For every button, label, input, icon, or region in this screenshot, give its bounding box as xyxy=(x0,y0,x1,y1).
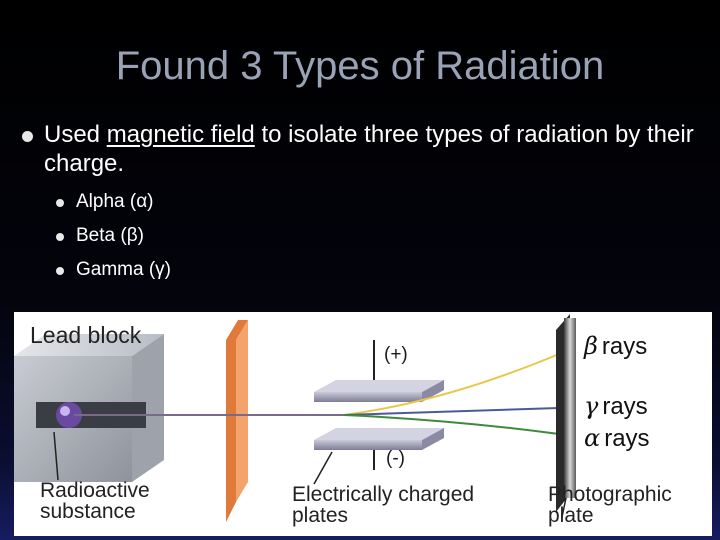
beta-symbol: β xyxy=(584,332,598,360)
slide-title: Found 3 Types of Radiation xyxy=(115,44,605,88)
photo-plate-face xyxy=(564,318,576,498)
alpha-word: rays xyxy=(604,425,650,452)
alpha-symbol: α xyxy=(584,424,601,452)
gamma-symbol: γ xyxy=(584,392,599,420)
radioactive-label-line2: substance xyxy=(40,500,136,523)
positive-plate-top xyxy=(314,380,444,392)
radiation-diagram xyxy=(14,312,712,536)
main-bullet-prefix: Used xyxy=(44,121,107,148)
beta-rays-label xyxy=(584,332,647,361)
radioactive-label-line1: Radioactive xyxy=(40,479,150,502)
photo-plate-label-line2: plate xyxy=(548,504,594,527)
lead-block xyxy=(14,334,164,482)
negative-plate-front xyxy=(314,440,422,450)
positive-plate xyxy=(314,340,444,402)
charged-plates-label xyxy=(292,484,474,526)
source-highlight xyxy=(60,406,70,416)
positive-plate-front xyxy=(314,392,422,402)
charged-plates-label-line1: Electrically charged xyxy=(292,483,475,506)
plates-pointer xyxy=(314,452,332,484)
alpha-rays-label xyxy=(584,424,650,453)
lead-shield-face xyxy=(236,320,248,502)
sub-bullet-label: Alpha (α) xyxy=(76,191,154,212)
main-bullet-suffix: to isolate three types of radiation by their charge. xyxy=(44,121,694,177)
radioactive-substance-label xyxy=(40,480,150,522)
bullet-dot-icon xyxy=(22,131,33,142)
gamma-rays-label xyxy=(584,392,648,421)
positive-plate-label: (+) xyxy=(384,344,408,365)
bullet-dot-icon xyxy=(56,233,64,241)
lead-block-label: Lead block xyxy=(30,322,142,348)
gamma-word: rays xyxy=(602,393,648,420)
negative-plate-top xyxy=(314,428,444,440)
main-bullet-text xyxy=(44,120,708,178)
photographic-plate-label xyxy=(548,484,672,526)
bullet-dot-icon xyxy=(56,267,64,275)
negative-plate xyxy=(314,428,444,470)
sub-bullet-label: Gamma (γ) xyxy=(76,259,171,280)
charged-plates-label-line2: plates xyxy=(292,504,349,527)
photo-plate-label-line1: Photographic xyxy=(548,483,672,506)
beta-word: rays xyxy=(601,333,648,360)
sub-bullet-label: Beta (β) xyxy=(76,225,144,246)
magnetic-field-link[interactable]: magnetic field xyxy=(106,121,255,148)
negative-plate-label: (-) xyxy=(386,448,405,469)
bullet-dot-icon xyxy=(56,199,64,207)
